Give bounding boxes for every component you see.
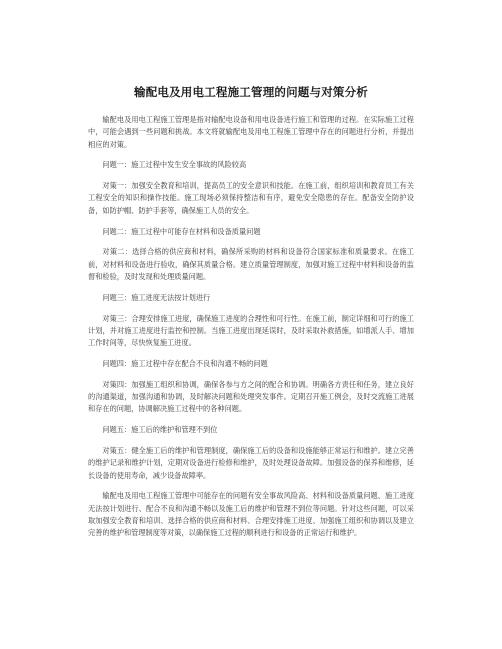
countermeasure-paragraph-5: 对策五：健全施工后的维护和管理制度，确保施工后的设备和设施能够正常运行和维护。建立完善的维护记录和维护计划，定期对设备进行检修和维护，及时处理设备故障。加强设备的保养和维修，延长设备的使用寿命，减少设备故障率。 bbox=[88, 445, 414, 480]
document-title: 输配电及用电工程施工管理的问题与对策分析 bbox=[134, 85, 368, 99]
countermeasure-paragraph-4: 对策四：加强施工组织和协调，确保各参与方之间的配合和协调。明确各方责任和任务，建立良好的沟通渠道，加强沟通和协调，及时解决问题和处理突发事件。定期召开施工例会，及时交流施工进展和存在的问题，协调解决施工过程中的各种问题。 bbox=[88, 379, 414, 414]
countermeasure-paragraph-2: 对策二：选择合格的供应商和材料，确保所采购的材料和设备符合国家标准和质量要求。在施工前，对材料和设备进行验收，确保其质量合格。建立质量管理制度，加强对施工过程中材料和设备的监督和检验，及时发现和处理质量问题。 bbox=[88, 247, 414, 281]
countermeasure-paragraph-1: 对策一：加强安全教育和培训，提高员工的安全意识和技能。在施工前，组织培训和教育员工有关工程安全的知识和操作技能。施工现场必须保持整洁和有序，避免安全隐患的存在。配备安全防护设备，如防护帽、防护手套等，确保施工人员的安全。 bbox=[88, 181, 414, 215]
problem-heading-5: 问题五：施工后的维护和管理不到位 bbox=[102, 425, 218, 435]
countermeasure-paragraph-3: 对策三：合理安排施工进度，确保施工进度的合理性和可行性。在施工前，制定详细和可行的施工计划，并对施工进度进行监控和控制。当施工进度出现延误时，及时采取补救措施，如增派人手、增加工作时间等，尽快恢复施工进度。 bbox=[88, 313, 414, 348]
conclusion-paragraph: 输配电及用电工程施工管理中可能存在的问题有安全事故风险高、材料和设备质量问题、施工进度无法按计划进行、配合不良和沟通不畅以及施工后的维护和管理不到位等问题。针对这些问题，可以采取加强安全教育和培训、选择合格的供应商和材料、合理安排施工进度、加强施工组织和协调以及建立完善的维护和管理制度等对策，以确保施工过程的顺利进行和设备的正常运行和维护。 bbox=[88, 491, 414, 538]
problem-heading-2: 问题二：施工过程中可能存在材料和设备质量问题 bbox=[102, 226, 261, 236]
problem-heading-3: 问题三：施工进度无法按计划进行 bbox=[102, 292, 211, 302]
intro-paragraph: 输配电及用电工程施工管理是指对输配电设备和用电设备进行施工和管理的过程。在实际施工过程中，可能会遇到一些问题和挑战。本文将就输配电及用电工程施工管理中存在的问题进行分析，并提出相应的对策。 bbox=[88, 115, 414, 149]
problem-heading-4: 问题四：施工过程中存在配合不良和沟通不畅的问题 bbox=[102, 358, 268, 368]
problem-heading-1: 问题一：施工过程中发生安全事故的风险较高 bbox=[102, 160, 247, 170]
